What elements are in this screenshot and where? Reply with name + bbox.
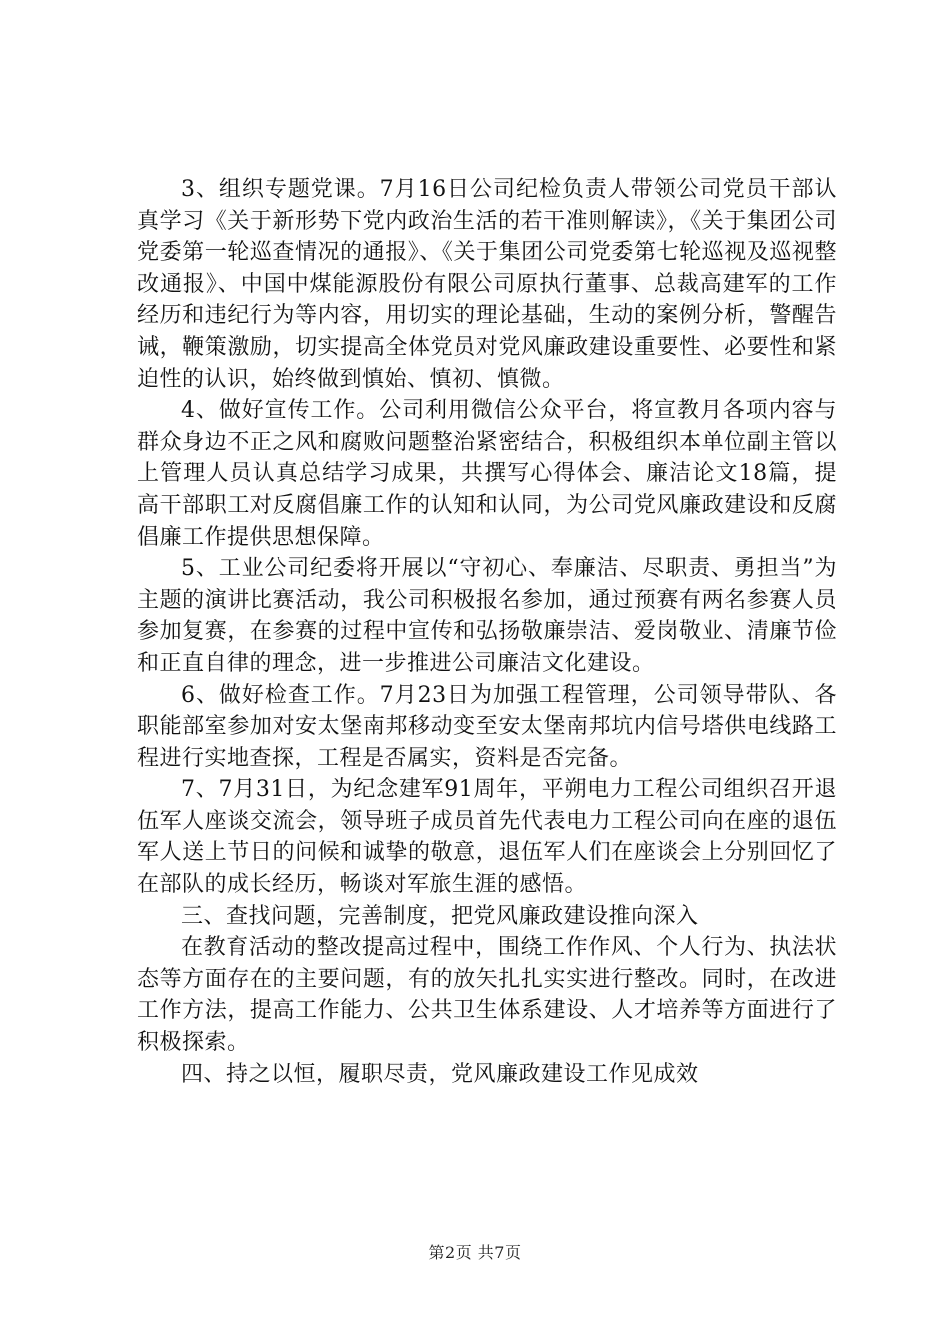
document-body (137, 174, 837, 1090)
paragraph-item-4: 4、做好宣传工作。公司利用微信公众平台，将宣教月各项内容与群众身边不正之风和腐败问题整治紧密结合，积极组织本单位副主管以上管理人员认真总结学习成果，共撰写心得体会、廉洁论文18篇，提高干部职工对反腐倡廉工作的认知和认同，为公司党风廉政建设和反腐倡廉工作提供思想保障。 (137, 398, 837, 550)
paragraph-item-5: 5、工业公司纪委将开展以“守初心、奉廉洁、尽职责、勇担当”为主题的演讲比赛活动，我公司积极报名参加，通过预赛有两名参赛人员参加复赛，在参赛的过程中宣传和弘扬敬廉崇洁、爱岗敬业、清廉节俭和正直自律的理念，进一步推进公司廉洁文化建设。 (137, 556, 837, 676)
section-heading-3: 三、查找问题，完善制度，把党风廉政建设推向深入 (181, 903, 699, 929)
paragraph-item-6: 6、做好检查工作。7月23日为加强工程管理，公司领导带队、各职能部室参加对安太堡南邦移动变至安太堡南邦坑内信号塔供电线路工程进行实地查探，工程是否属实，资料是否完备。 (137, 682, 837, 771)
section-heading-4: 四、持之以恒，履职尽责，党风廉政建设工作见成效 (181, 1061, 699, 1087)
paragraph-rectification: 在教育活动的整改提高过程中，围绕工作作风、个人行为、执法状态等方面存在的主要问题，有的放矢扎扎实实进行整改。同时，在改进工作方法，提高工作能力、公共卫生体系建设、人才培养等方面进行了积极探索。 (137, 935, 837, 1056)
paragraph-item-7: 7、7月31日，为纪念建军91周年，平朔电力工程公司组织召开退伍军人座谈交流会，领导班子成员首先代表电力工程公司向在座的退伍军人送上节日的问候和诚挚的敬意，退伍军人们在座谈会上分别回忆了在部队的成长经历，畅谈对军旅生涯的感悟。 (137, 777, 837, 898)
page-footer: 第2页 共7页 (428, 1243, 522, 1262)
paragraph-item-3: 3、组织专题党课。7月16日公司纪检负责人带领公司党员干部认真学习《关于新形势下党内政治生活的若干准则解读》，《关于集团公司党委第一轮巡查情况的通报》、《关于集团公司党委第七轮巡视及巡视整改通报》、中国中煤能源股份有限公司原执行董事、总裁高建军的工作经历和违纪行为等内容，用切实的理论基础，生动的案例分析，警醒告诫，鞭策激励，切实提高全体党员对党风廉政建设重要性、必要性和紧迫性的认识，始终做到慎始、慎初、慎微。 (137, 177, 837, 392)
